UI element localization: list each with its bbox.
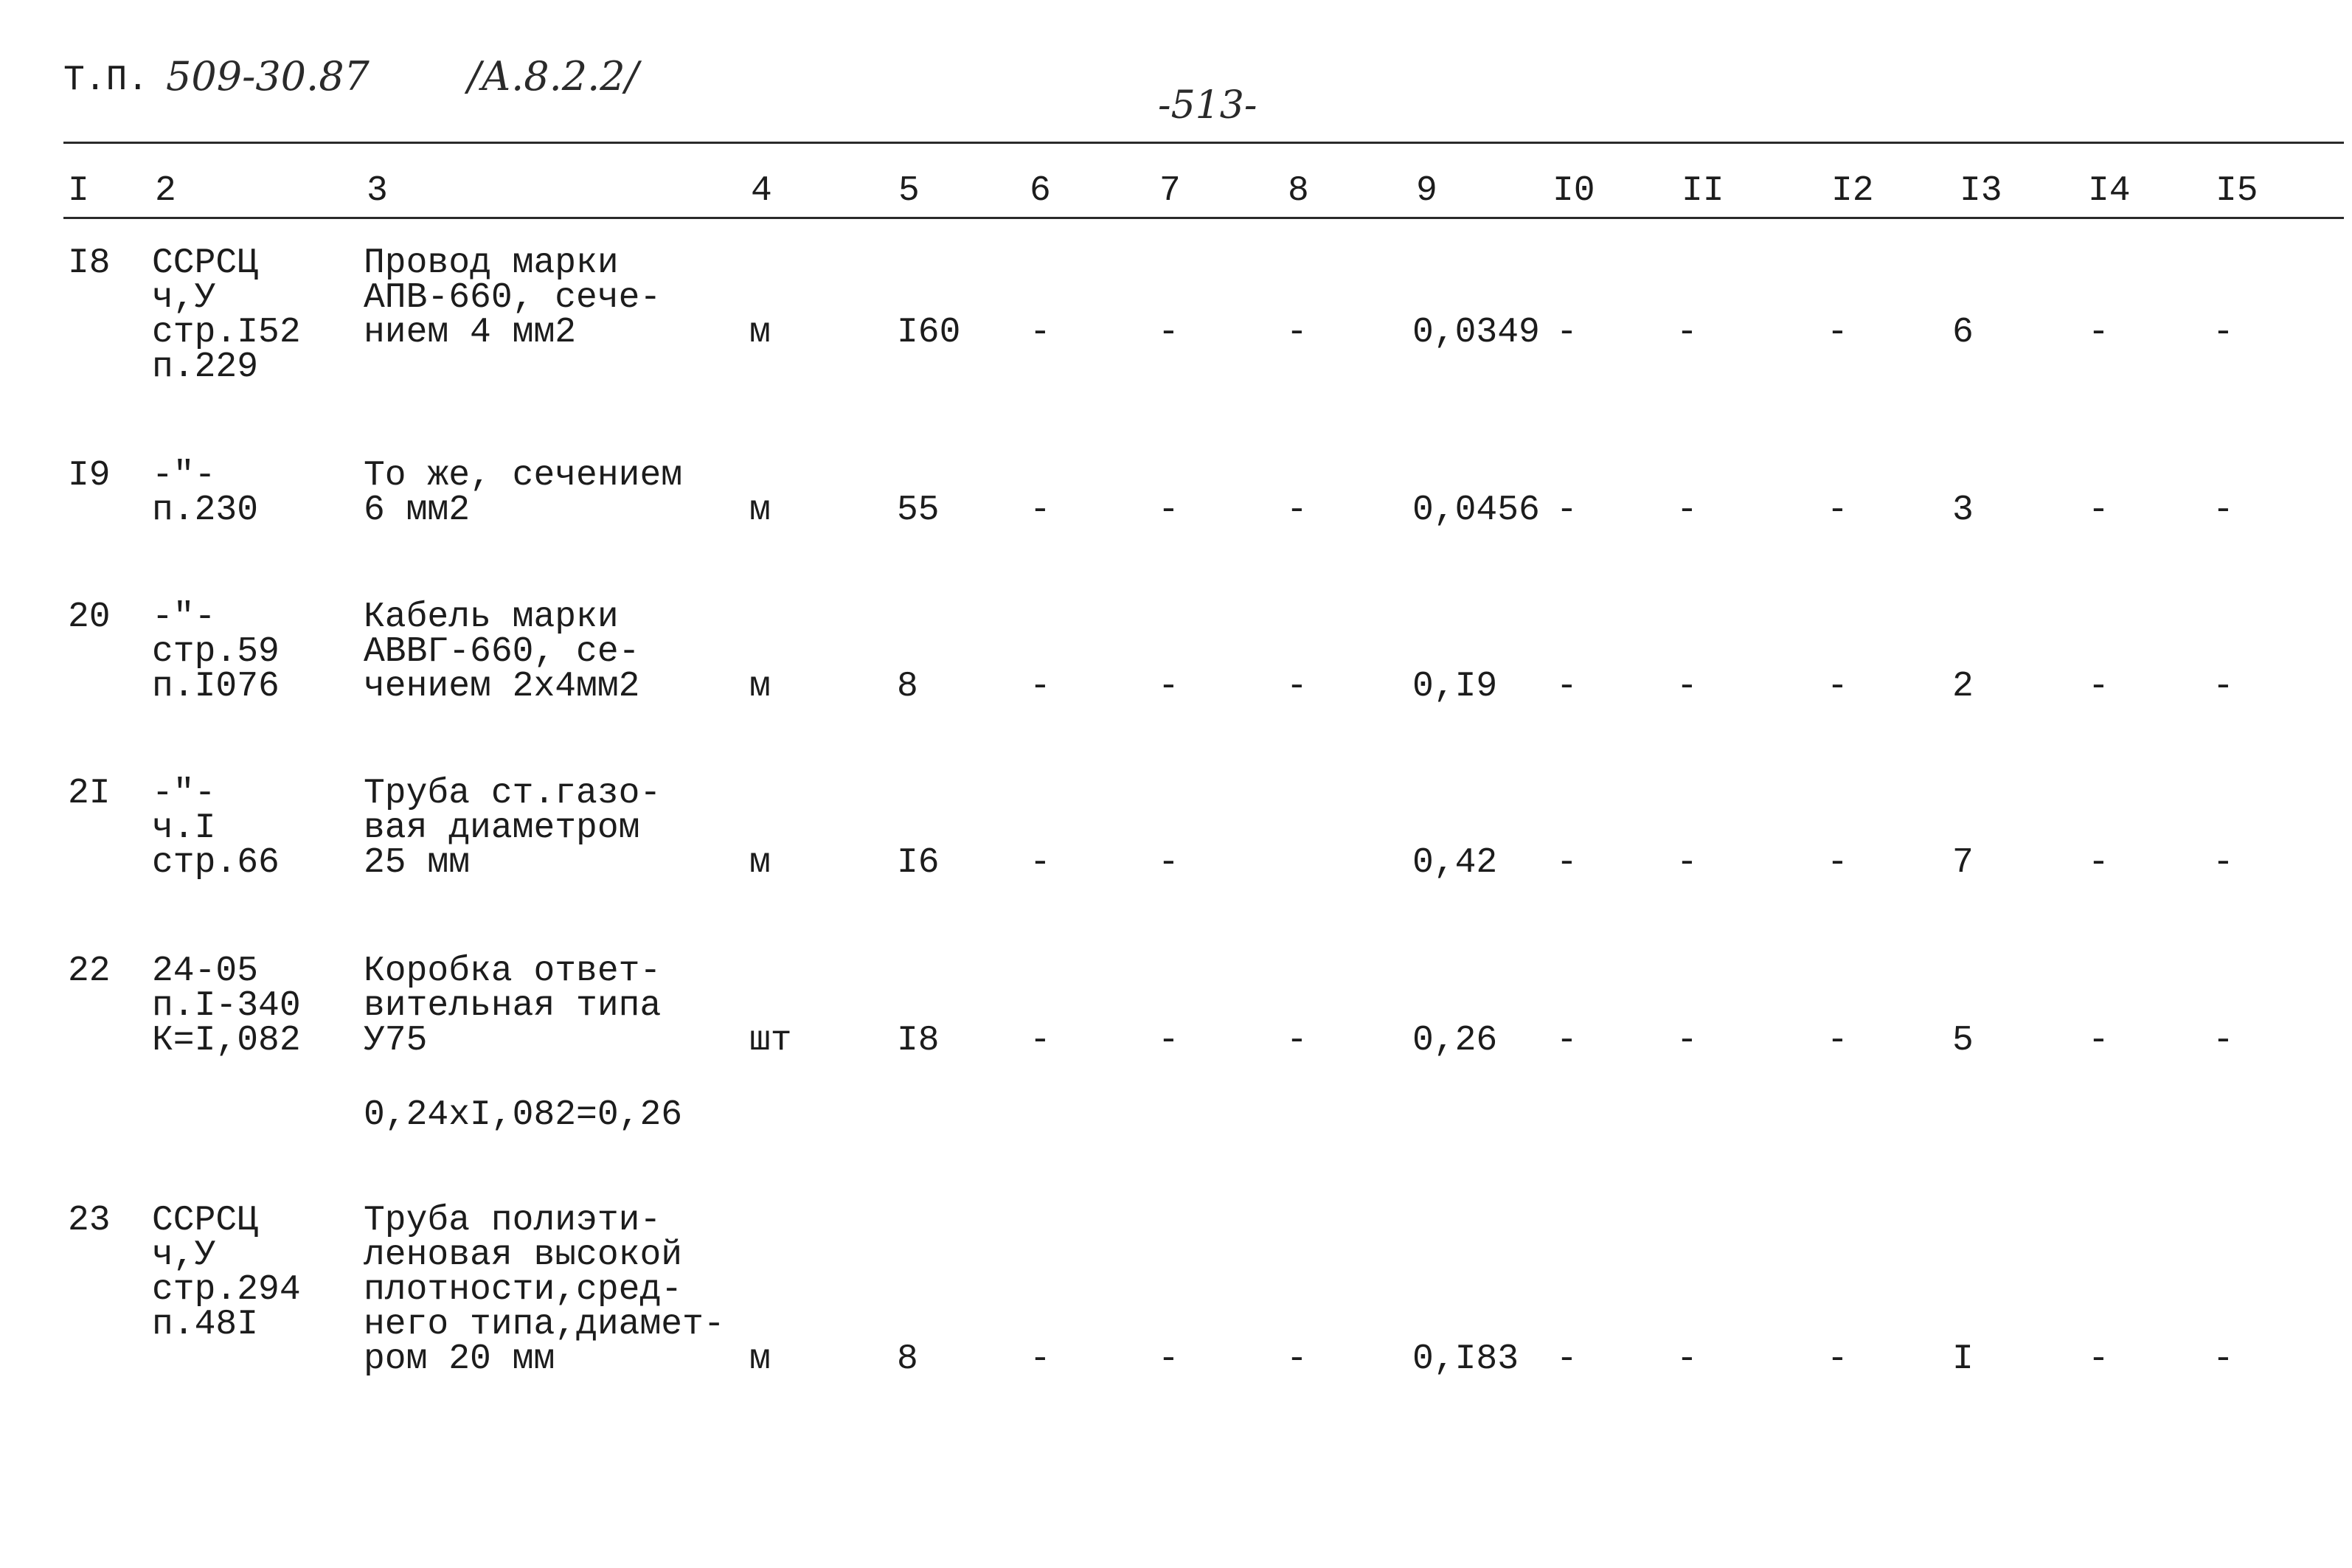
column-header-15: I5 (2216, 171, 2258, 211)
item-description-line: Провод марки (364, 243, 619, 283)
item-description-line: ром 20 мм (364, 1339, 555, 1379)
row-number: 23 (68, 1201, 111, 1241)
col-8-cell: - (1286, 313, 1308, 353)
source-reference-line: п.229 (152, 347, 259, 387)
item-description-line: Кабель марки (364, 597, 619, 637)
column-header-11: II (1682, 171, 1724, 211)
col-9-cell: 0,26 (1412, 1021, 1498, 1061)
col-14-cell: - (2088, 1021, 2109, 1061)
source-reference-line: стр.66 (152, 843, 280, 883)
col-6-cell: - (1030, 313, 1051, 353)
item-description-line: Труба ст.газо- (364, 774, 662, 814)
row-values (0, 313, 2352, 353)
col-11-cell: - (1676, 667, 1698, 707)
col-7-cell: - (1158, 490, 1179, 530)
col-15-cell: - (2213, 313, 2234, 353)
source-reference-line: -"- (152, 774, 216, 814)
col-11-cell: - (1676, 313, 1698, 353)
quantity-cell: I6 (897, 843, 940, 883)
col-13-cell: 5 (1952, 1021, 1974, 1061)
source-reference-line: К=I,082 (152, 1021, 301, 1061)
item-description-line: АПВ-660, сече- (364, 278, 662, 318)
source-reference-line: п.230 (152, 490, 259, 530)
source-reference-line: ч,У (152, 1235, 216, 1275)
col-9-cell: 0,I9 (1412, 667, 1498, 707)
col-15-cell: - (2213, 843, 2234, 883)
column-header-6: 6 (1030, 171, 1051, 211)
source-reference (152, 1201, 301, 1345)
col-15-cell: - (2213, 1021, 2234, 1061)
column-header-1: I (68, 171, 89, 211)
row-values (0, 667, 2352, 707)
row-number: I9 (68, 456, 111, 496)
col-9-cell: 0,I83 (1412, 1339, 1519, 1379)
doc-number: 509-30.87 (166, 53, 370, 100)
quantity-cell: I60 (897, 313, 961, 353)
item-description-line: Коробка ответ- (364, 951, 662, 991)
source-reference-line: стр.I52 (152, 313, 301, 353)
col-10-cell: - (1556, 490, 1578, 530)
col-7-cell: - (1158, 1021, 1179, 1061)
col-7-cell: - (1158, 313, 1179, 353)
unit-cell: м (749, 1339, 771, 1379)
col-10-cell: - (1556, 1021, 1578, 1061)
col-12-cell: - (1827, 313, 1848, 353)
source-reference-line: 24-05 (152, 951, 259, 991)
source-reference-line: п.I076 (152, 667, 280, 707)
col-14-cell: - (2088, 843, 2109, 883)
col-6-cell: - (1030, 843, 1051, 883)
item-description-line: леновая высокой (364, 1235, 683, 1275)
column-header-2: 2 (155, 171, 176, 211)
column-header-7: 7 (1159, 171, 1181, 211)
source-reference-line: -"- (152, 597, 216, 637)
col-13-cell: 2 (1952, 667, 1974, 707)
col-11-cell: - (1676, 843, 1698, 883)
col-13-cell: 7 (1952, 843, 1974, 883)
item-description-line: АВВГ-660, се- (364, 632, 640, 672)
col-9-cell: 0,0456 (1412, 490, 1540, 530)
column-header-9: 9 (1416, 171, 1437, 211)
col-8-cell: - (1286, 1339, 1308, 1379)
unit-cell: м (749, 490, 771, 530)
col-14-cell: - (2088, 667, 2109, 707)
quantity-cell: I8 (897, 1021, 940, 1061)
column-header-8: 8 (1288, 171, 1309, 211)
col-15-cell: - (2213, 1339, 2234, 1379)
quantity-cell: 8 (897, 1339, 918, 1379)
unit-cell: м (749, 313, 771, 353)
column-header-14: I4 (2088, 171, 2131, 211)
col-11-cell: - (1676, 1339, 1698, 1379)
col-8-cell: - (1286, 490, 1308, 530)
col-11-cell: - (1676, 490, 1698, 530)
item-description-line: 25 мм (364, 843, 471, 883)
table-row (0, 243, 2352, 423)
source-reference-line: ССРСЦ (152, 1201, 259, 1241)
col-10-cell: - (1556, 667, 1578, 707)
doc-prefix: Т.П. (63, 60, 149, 100)
quantity-cell: 8 (897, 667, 918, 707)
col-13-cell: 6 (1952, 313, 1974, 353)
item-description-line: То же, сечением (364, 456, 683, 496)
col-9-cell: 0,0349 (1412, 313, 1540, 353)
top-rule (63, 142, 2344, 144)
col-7-cell: - (1158, 843, 1179, 883)
row-values (0, 1021, 2352, 1061)
row-number: 22 (68, 951, 111, 991)
item-description-line: вительная типа (364, 986, 662, 1026)
source-reference-line: ч.I (152, 808, 216, 848)
col-6-cell: - (1030, 667, 1051, 707)
column-header-10: I0 (1553, 171, 1595, 211)
col-15-cell: - (2213, 667, 2234, 707)
col-13-cell: 3 (1952, 490, 1974, 530)
col-14-cell: - (2088, 490, 2109, 530)
col-10-cell: - (1556, 843, 1578, 883)
column-header-13: I3 (1960, 171, 2002, 211)
col-11-cell: - (1676, 1021, 1698, 1061)
col-8-cell: - (1286, 667, 1308, 707)
column-header-3: 3 (367, 171, 388, 211)
unit-cell: м (749, 667, 771, 707)
item-description-line: 6 мм2 (364, 490, 471, 530)
source-reference-line: ССРСЦ (152, 243, 259, 283)
quantity-cell: 55 (897, 490, 940, 530)
page-number: -513- (1158, 83, 1257, 128)
col-7-cell: - (1158, 667, 1179, 707)
album-reference: /А.8.2.2/ (468, 53, 639, 100)
row-values (0, 843, 2352, 883)
col-8-cell: - (1286, 1021, 1308, 1061)
item-description-line: плотности,сред- (364, 1270, 683, 1310)
column-header-4: 4 (751, 171, 772, 211)
item-description-line: Труба полиэти- (364, 1201, 662, 1241)
col-14-cell: - (2088, 313, 2109, 353)
source-reference-line: п.I-340 (152, 986, 301, 1026)
source-reference-line: стр.59 (152, 632, 280, 672)
item-description-line: чением 2х4мм2 (364, 667, 640, 707)
unit-cell: м (749, 843, 771, 883)
col-12-cell: - (1827, 1021, 1848, 1061)
header-underline (63, 217, 2344, 219)
table-row (0, 597, 2352, 777)
row-values (0, 490, 2352, 530)
item-description-line: нием 4 мм2 (364, 313, 577, 353)
col-12-cell: - (1827, 843, 1848, 883)
column-header-12: I2 (1831, 171, 1874, 211)
col-13-cell: I (1952, 1339, 1974, 1379)
source-reference-line: ч,У (152, 278, 216, 318)
col-10-cell: - (1556, 1339, 1578, 1379)
col-6-cell: - (1030, 490, 1051, 530)
source-reference-line: п.48I (152, 1305, 259, 1345)
col-12-cell: - (1827, 1339, 1848, 1379)
col-12-cell: - (1827, 667, 1848, 707)
calculation-note: 0,24хI,082=0,26 (364, 1095, 683, 1135)
col-6-cell: - (1030, 1021, 1051, 1061)
col-9-cell: 0,42 (1412, 843, 1498, 883)
table-row (0, 1201, 2352, 1381)
col-10-cell: - (1556, 313, 1578, 353)
row-number: I8 (68, 243, 111, 283)
col-12-cell: - (1827, 490, 1848, 530)
source-reference-line: -"- (152, 456, 216, 496)
row-values (0, 1339, 2352, 1379)
col-15-cell: - (2213, 490, 2234, 530)
unit-cell: шт (749, 1021, 792, 1061)
row-number: 20 (68, 597, 111, 637)
col-7-cell: - (1158, 1339, 1179, 1379)
column-header-5: 5 (898, 171, 920, 211)
table-row (0, 774, 2352, 954)
item-description-line: вая диаметром (364, 808, 640, 848)
item-description-line: него типа,диамет- (364, 1305, 725, 1345)
row-number: 2I (68, 774, 111, 814)
col-6-cell: - (1030, 1339, 1051, 1379)
col-14-cell: - (2088, 1339, 2109, 1379)
table-row (0, 951, 2352, 1135)
source-reference-line: стр.294 (152, 1270, 301, 1310)
item-description-line: У75 (364, 1021, 428, 1061)
